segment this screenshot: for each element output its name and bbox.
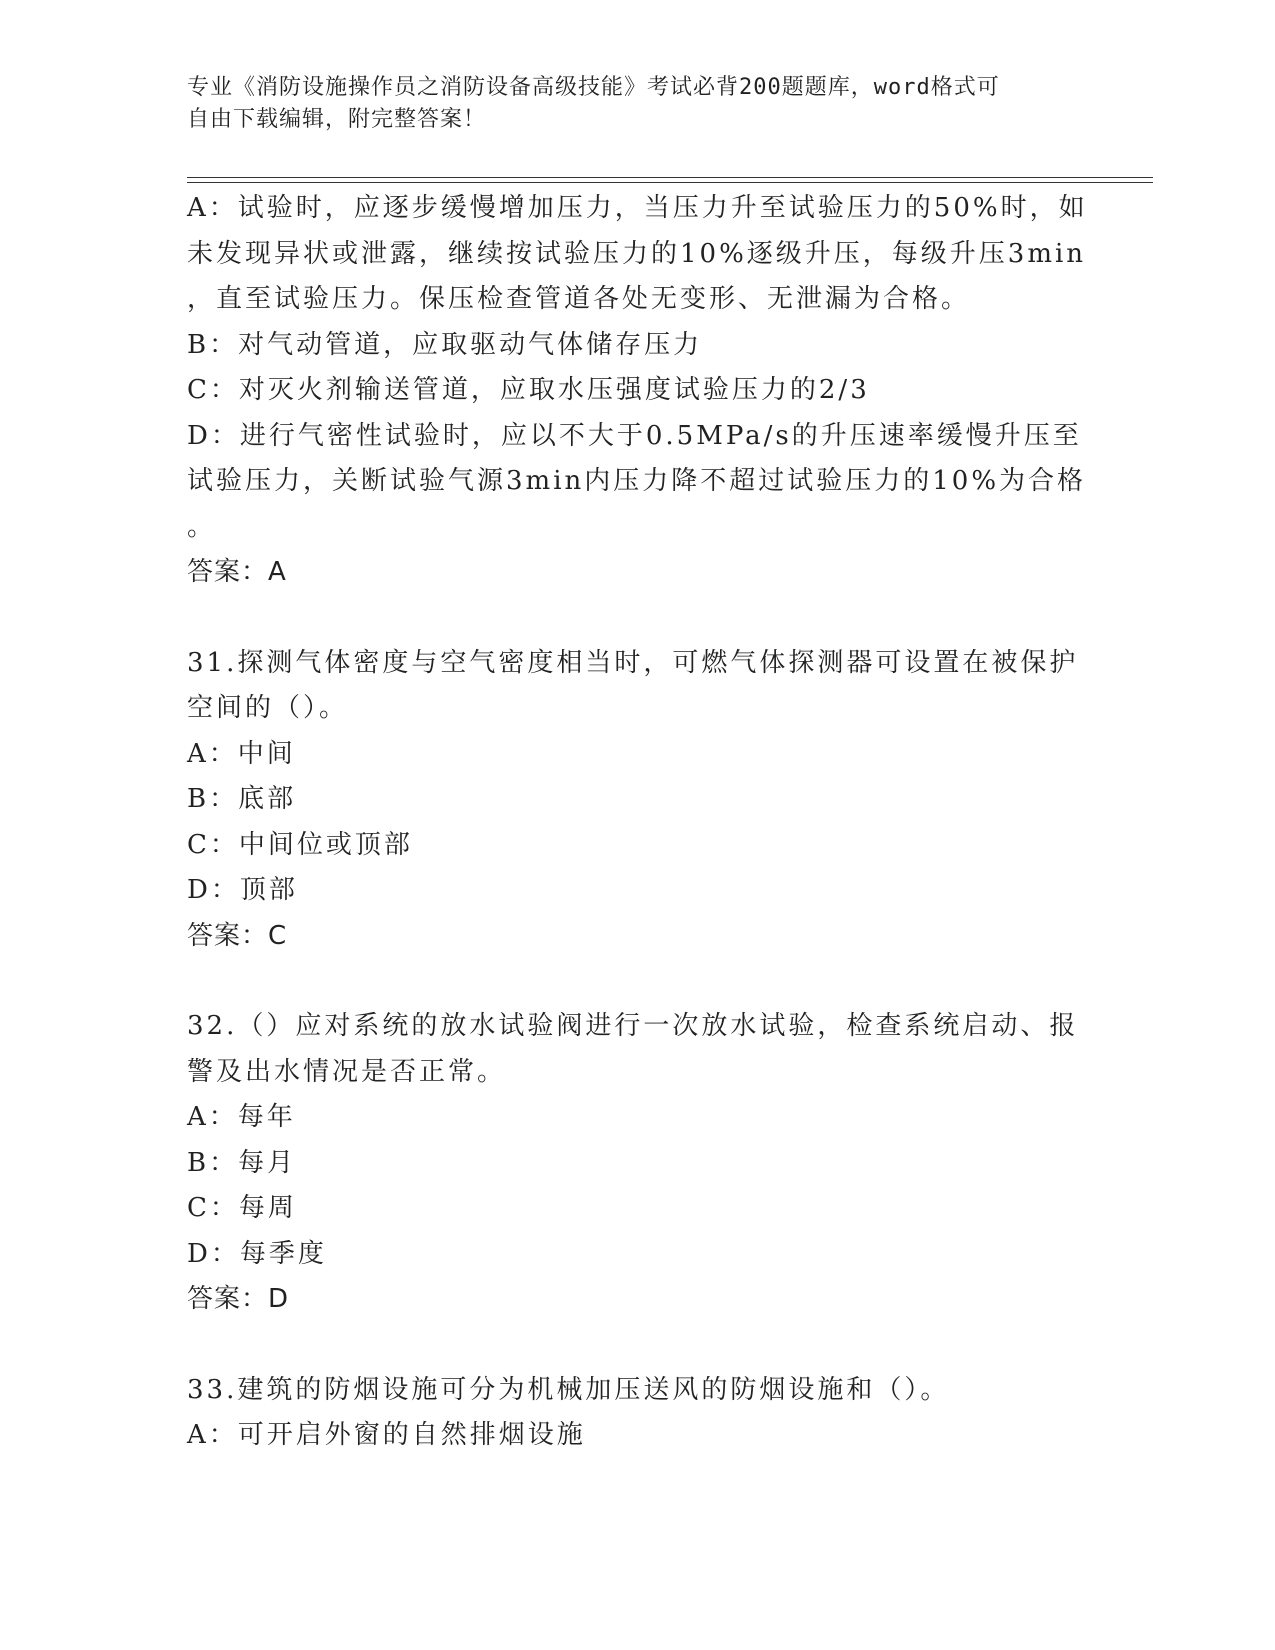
option-d-line-2: 试验压力，关断试验气源3min内压力降不超过试验压力的10%为合格 bbox=[187, 466, 1087, 496]
question-32 bbox=[187, 1004, 1077, 1323]
option-c: C：对灭火剂输送管道，应取水压强度试验压力的2/3 bbox=[187, 375, 870, 405]
option-d-line-3: 。 bbox=[187, 511, 217, 542]
question-31 bbox=[187, 641, 1077, 960]
option-a-line-2: 未发现异状或泄露，继续按试验压力的10%逐级升压，每级升压3min bbox=[187, 238, 1087, 269]
question-33 bbox=[187, 1368, 1077, 1459]
answer: 答案：A bbox=[187, 557, 287, 587]
question-stem-line-1: 32.（）应对系统的放水试验阀进行一次放水试验，检查系统启动、报 bbox=[187, 1011, 1079, 1041]
option-b: B：对气动管道，应取驱动气体储存压力 bbox=[187, 329, 703, 360]
header-divider-top bbox=[187, 177, 1153, 178]
question-content bbox=[187, 186, 1088, 1459]
document-header bbox=[187, 72, 1067, 136]
question-stem-line-2: 空间的（）。 bbox=[187, 693, 349, 723]
header-divider-bottom bbox=[187, 182, 1153, 183]
option-a: A：可开启外窗的自然排烟设施 bbox=[187, 1420, 586, 1450]
option-a: A：中间 bbox=[187, 738, 296, 769]
answer: 答案：D bbox=[187, 1284, 290, 1314]
option-b: B：底部 bbox=[187, 784, 297, 814]
option-c: C：每周 bbox=[187, 1193, 297, 1223]
header-line-2: 自由下载编辑，附完整答案！ bbox=[187, 107, 487, 132]
question-stem-line-1: 31.探测气体密度与空气密度相当时，可燃气体探测器可设置在被保护 bbox=[187, 647, 1079, 678]
question-stem: 33.建筑的防烟设施可分为机械加压送风的防烟设施和（）。 bbox=[187, 1374, 950, 1405]
header-line-1: 专业《消防设施操作员之消防设备高级技能》考试必背200题题库，word格式可 bbox=[187, 75, 1000, 100]
option-a-line-1: A：试验时，应逐步缓慢增加压力，当压力升至试验压力的50%时，如 bbox=[187, 193, 1088, 223]
question-stem-line-2: 警及出水情况是否正常。 bbox=[187, 1056, 507, 1087]
option-a: A：每年 bbox=[187, 1102, 296, 1132]
option-c: C：中间位或顶部 bbox=[187, 829, 413, 860]
option-b: B：每月 bbox=[187, 1147, 297, 1178]
option-a-line-3: ，直至试验压力。保压检查管道各处无变形、无泄漏为合格。 bbox=[187, 284, 971, 314]
option-d: D：每季度 bbox=[187, 1238, 327, 1269]
question-30-continued bbox=[187, 186, 1088, 596]
option-d-line-1: D：进行气密性试验时，应以不大于0.5MPa/s的升压速率缓慢升压至 bbox=[187, 420, 1082, 451]
option-d: D：顶部 bbox=[187, 875, 298, 905]
answer: 答案：C bbox=[187, 920, 288, 951]
